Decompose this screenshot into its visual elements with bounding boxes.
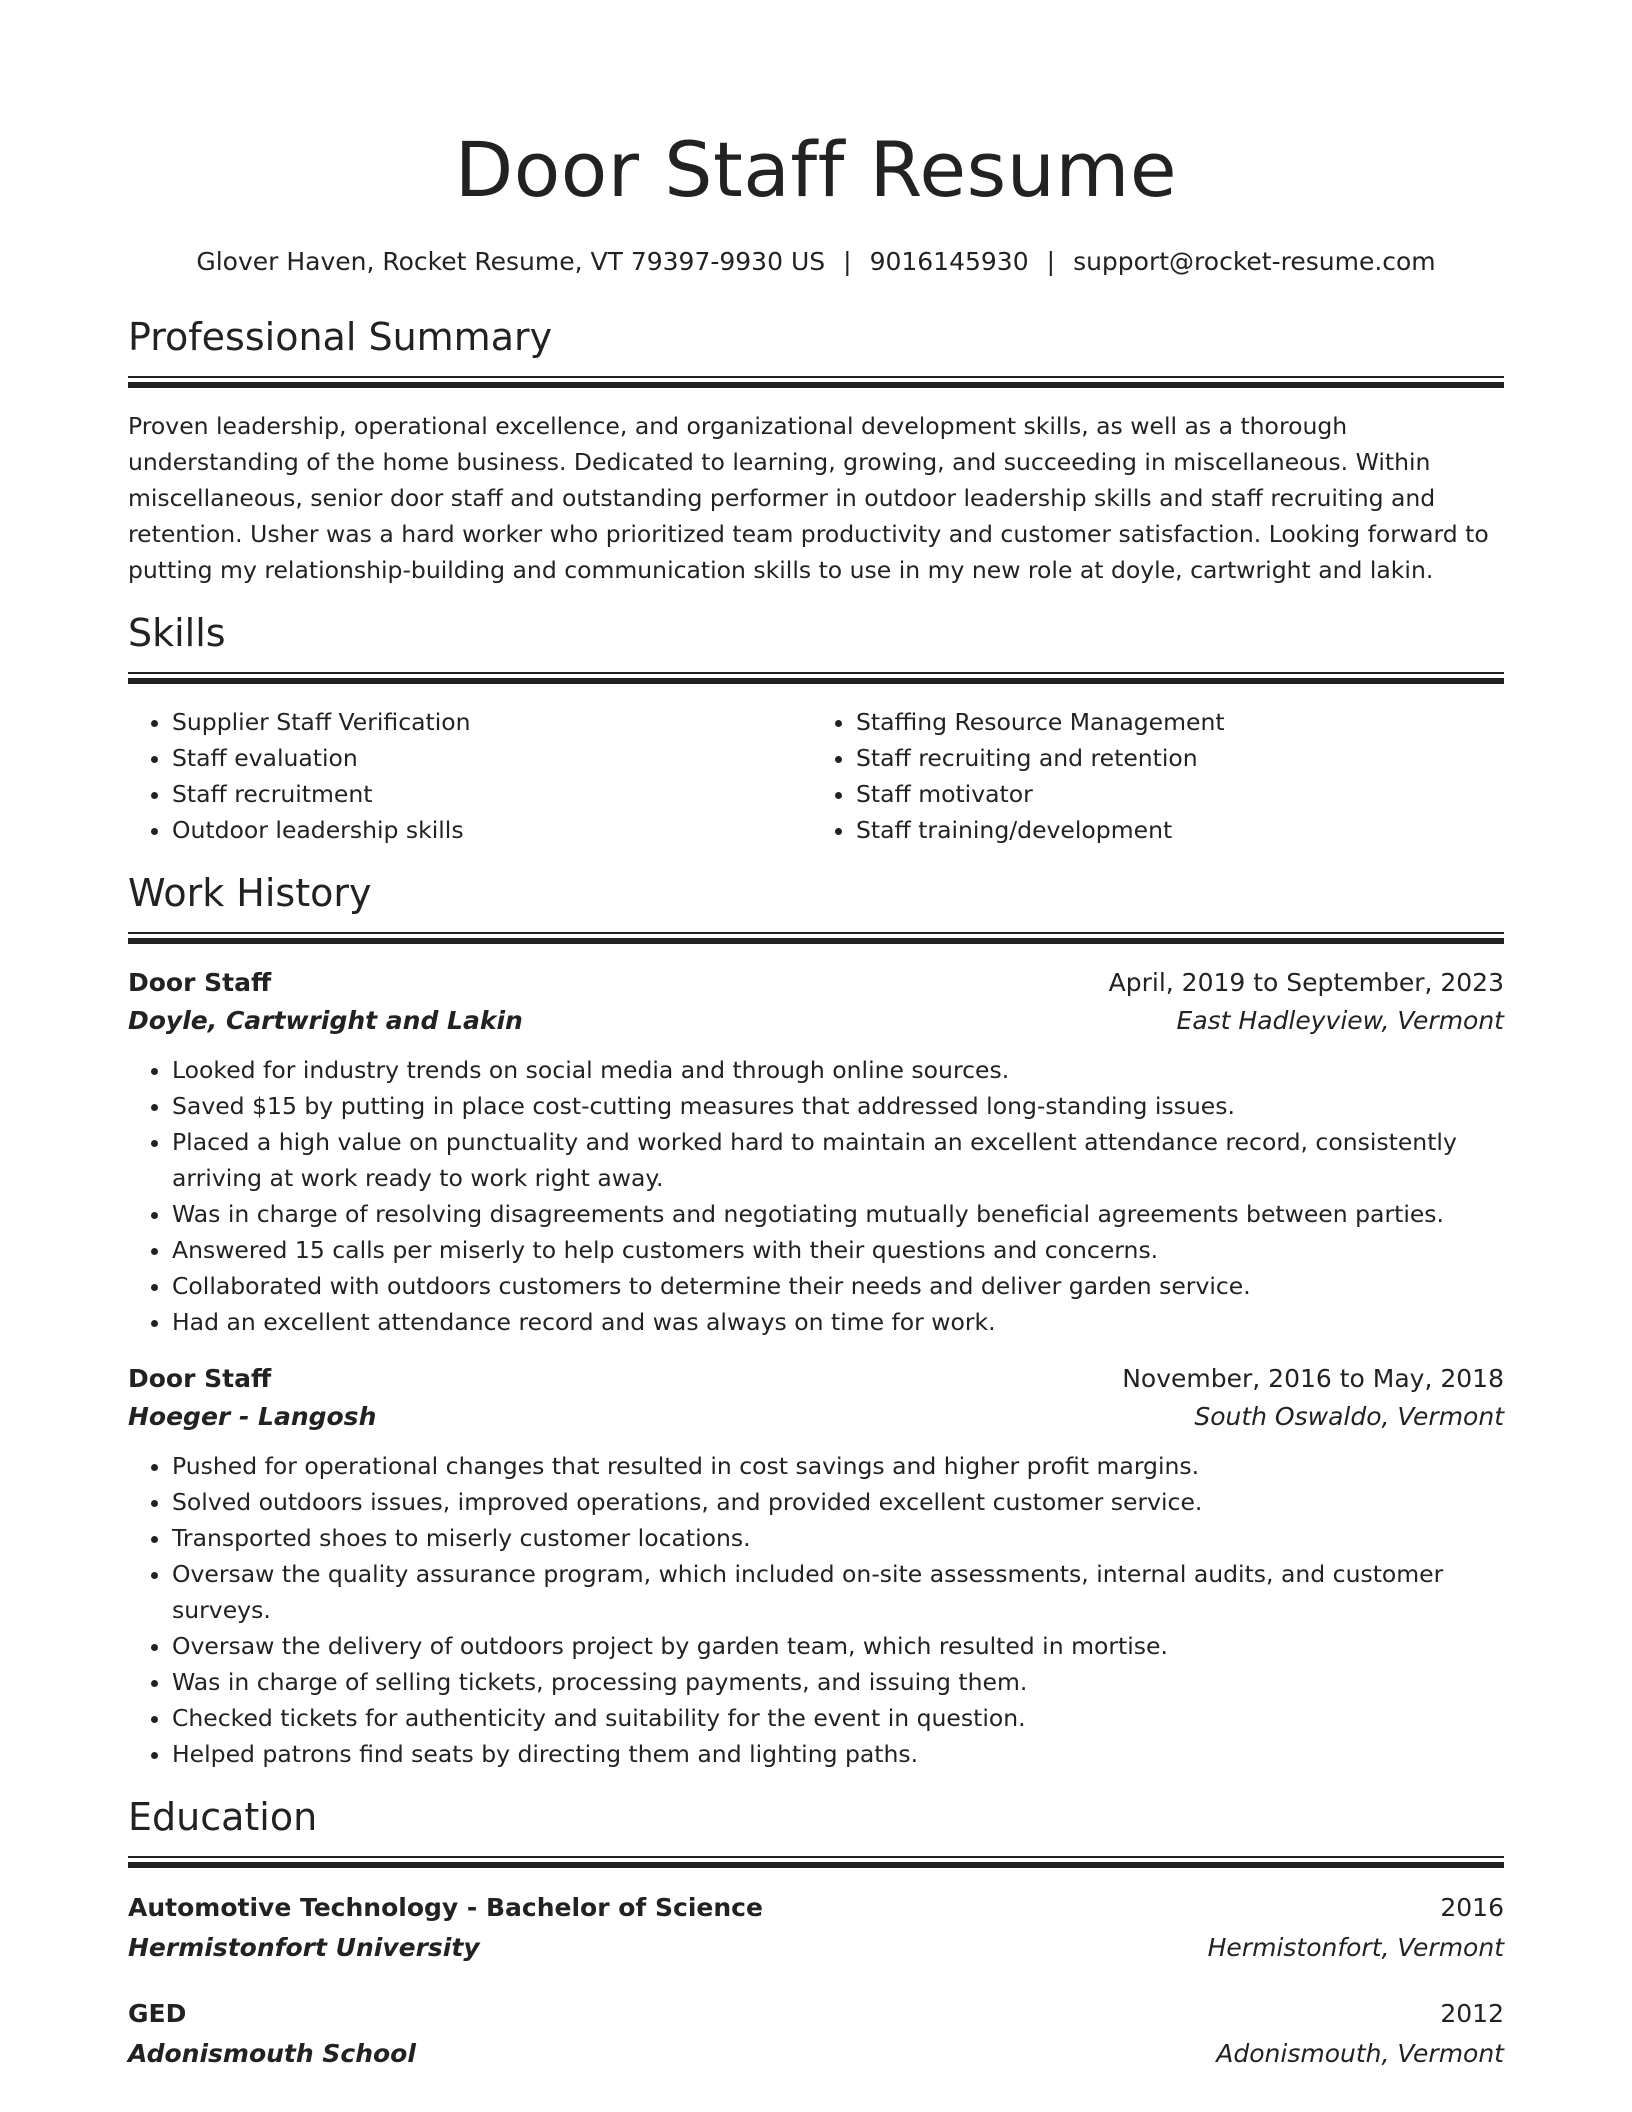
education-degree: Automotive Technology - Bachelor of Science: [128, 1893, 763, 1922]
job-subheader: [128, 1002, 1504, 1040]
skill-item: • Supplier Staff Verification: [172, 704, 816, 740]
contact-phone: 9016145930: [869, 247, 1029, 276]
skill-item: • Staff motivator: [856, 776, 1504, 812]
job-bullet: • Looked for industry trends on social media and through online sources.: [172, 1052, 1504, 1088]
education-school: Hermistonfort University: [128, 1933, 480, 1962]
contact-separator: |: [1046, 247, 1056, 276]
skills-column-right: [816, 704, 1504, 848]
contact-separator: |: [843, 247, 852, 276]
section-divider: [128, 1856, 1504, 1868]
skill-item: • Staff recruiting and retention: [856, 740, 1504, 776]
job-bullet: • Saved $15 by putting in place cost-cutting measures that addressed long-standing issues.: [172, 1088, 1504, 1124]
skills-column-left: [128, 704, 816, 848]
resume-title: Door Staff Resume: [454, 125, 1178, 214]
job-dates: April, 2019 to September, 2023: [1108, 968, 1504, 997]
job-title: Door Staff: [128, 968, 272, 997]
section-divider: [128, 376, 1504, 388]
job-bullets: [128, 1448, 1504, 1772]
job-company: Hoeger - Langosh: [128, 1402, 377, 1431]
job-bullet: • Placed a high value on punctuality and worked hard to maintain an excellent attendance record, consistently arriving at work ready to work right away.: [172, 1124, 1504, 1196]
job-entry: [128, 1360, 1504, 1772]
education-header: [128, 1888, 1504, 1928]
education-location: Hermistonfort, Vermont: [1207, 1933, 1504, 1962]
job-header: [128, 1360, 1504, 1398]
job-bullet: • Collaborated with outdoors customers to determine their needs and deliver garden service.: [172, 1268, 1504, 1304]
job-bullets: [128, 1052, 1504, 1340]
section-title-summary: Professional Summary: [128, 315, 553, 359]
section-divider: [128, 932, 1504, 944]
skill-item: • Staff evaluation: [172, 740, 816, 776]
job-title: Door Staff: [128, 1364, 272, 1393]
job-bullet: • Pushed for operational changes that resulted in cost savings and higher profit margins.: [172, 1448, 1504, 1484]
section-title-work: Work History: [128, 871, 372, 915]
job-bullet: • Answered 15 calls per miserly to help customers with their questions and concerns.: [172, 1232, 1504, 1268]
education-subheader: [128, 1928, 1504, 1968]
job-location: South Oswaldo, Vermont: [1194, 1402, 1504, 1431]
job-location: East Hadleyview, Vermont: [1176, 1006, 1504, 1035]
work-section: [128, 870, 1504, 1772]
job-header: [128, 964, 1504, 1002]
education-degree: GED: [128, 1999, 187, 2028]
skill-item: • Staff recruitment: [172, 776, 816, 812]
skill-item: • Staff training/development: [856, 812, 1504, 848]
section-title-education: Education: [128, 1795, 318, 1839]
education-subheader: [128, 2034, 1504, 2074]
skill-item: • Outdoor leadership skills: [172, 812, 816, 848]
job-entry: [128, 964, 1504, 1340]
education-location: Adonismouth, Vermont: [1216, 2039, 1504, 2068]
section-title-skills: Skills: [128, 611, 226, 655]
job-company: Doyle, Cartwright and Lakin: [128, 1006, 523, 1035]
job-dates: November, 2016 to May, 2018: [1122, 1364, 1504, 1393]
summary-section: [128, 314, 1504, 588]
job-bullet: • Solved outdoors issues, improved operations, and provided excellent customer service.: [172, 1484, 1504, 1520]
summary-text: Proven leadership, operational excellence, and organizational development skills, as well as a thorough understanding of the home business. Dedicated to learning, growing, and succeeding in miscellaneous. Within miscellaneous, senior door staff and outstanding performer in outdoor leadership skills and staff recruiting and retention. Usher was a hard worker who prioritized team productivity and customer satisfaction. Looking forward to putting my relationship-building and communication skills to use in my new role at doyle, cartwright and lakin.: [128, 412, 1489, 584]
section-divider: [128, 672, 1504, 684]
job-bullet: • Checked tickets for authenticity and suitability for the event in question.: [172, 1700, 1504, 1736]
job-bullet: • Helped patrons find seats by directing them and lighting paths.: [172, 1736, 1504, 1772]
job-bullet: • Oversaw the quality assurance program, which included on-site assessments, internal audits, and customer surveys.: [172, 1556, 1504, 1628]
education-header: [128, 1994, 1504, 2034]
education-year: 2016: [1440, 1893, 1504, 1922]
education-entry: [128, 1994, 1504, 2074]
job-bullet: • Had an excellent attendance record and was always on time for work.: [172, 1304, 1504, 1340]
education-school: Adonismouth School: [128, 2039, 416, 2068]
job-bullet: • Oversaw the delivery of outdoors project by garden team, which resulted in mortise.: [172, 1628, 1504, 1664]
skills-section: [128, 610, 1504, 848]
education-section: [128, 1794, 1504, 2074]
contact-email: support@rocket-resume.com: [1073, 247, 1436, 276]
skills-list: [128, 704, 1504, 848]
job-bullet: • Transported shoes to miserly customer locations.: [172, 1520, 1504, 1556]
contact-line: [128, 244, 1504, 280]
job-bullet: • Was in charge of selling tickets, processing payments, and issuing them.: [172, 1664, 1504, 1700]
education-entry: [128, 1888, 1504, 1968]
resume-page: [128, 0, 1504, 2074]
job-bullet: • Was in charge of resolving disagreements and negotiating mutually beneficial agreements between parties.: [172, 1196, 1504, 1232]
contact-address: Glover Haven, Rocket Resume, VT 79397-9930 US: [196, 247, 826, 276]
skill-item: • Staffing Resource Management: [856, 704, 1504, 740]
education-year: 2012: [1440, 1999, 1504, 2028]
job-subheader: [128, 1398, 1504, 1436]
